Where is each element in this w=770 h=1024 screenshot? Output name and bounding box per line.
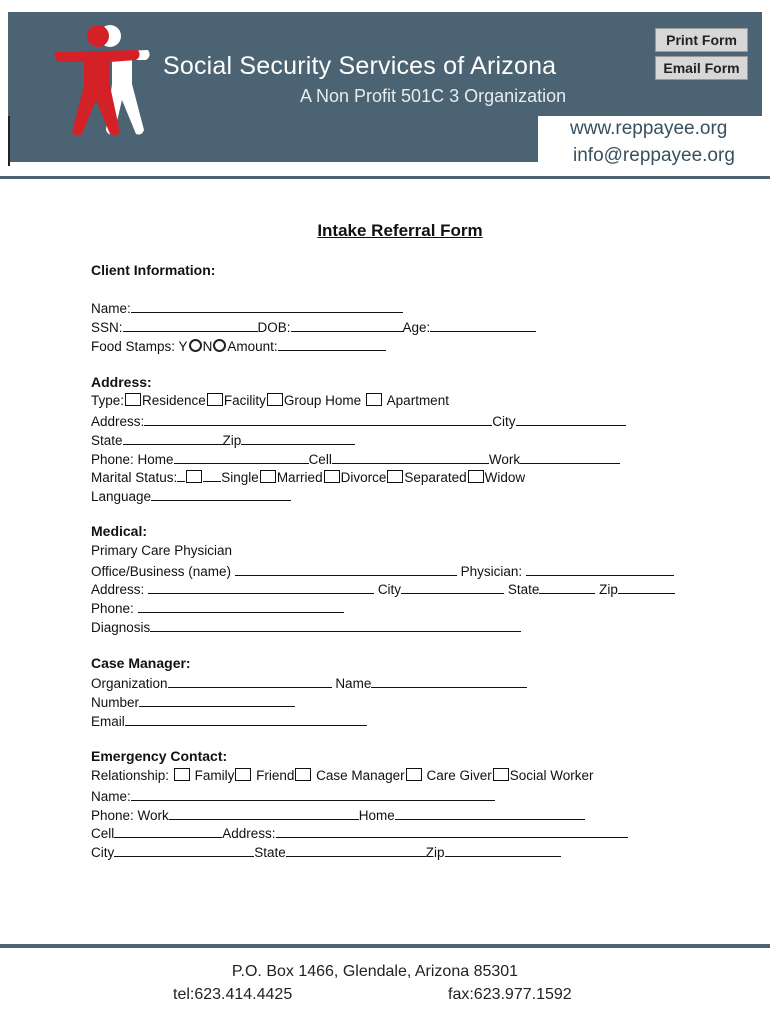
facility-label: Facility xyxy=(223,393,266,408)
ec-home-field[interactable] xyxy=(395,805,585,820)
medical-state-label: State xyxy=(507,582,540,597)
ec-name-field[interactable] xyxy=(131,786,495,801)
cell-field[interactable] xyxy=(332,449,489,464)
cm-org-row xyxy=(91,673,527,693)
medical-address-row xyxy=(91,579,675,599)
ec-state-label: State xyxy=(254,845,286,860)
ec-cell-field[interactable] xyxy=(114,823,222,838)
case-manager-heading: Case Manager: xyxy=(91,655,191,671)
friend-checkbox[interactable] xyxy=(235,768,251,781)
website-link[interactable]: www.reppayee.org xyxy=(570,118,728,139)
medical-address-field[interactable] xyxy=(148,579,374,594)
age-field[interactable] xyxy=(430,317,536,332)
cm-name-label: Name xyxy=(335,676,372,691)
zip-label: Zip xyxy=(222,433,242,448)
cm-email-label: Email xyxy=(91,714,125,729)
pcp-row xyxy=(91,542,232,560)
residence-label: Residence xyxy=(142,393,206,408)
footer-fax: fax:623.977.1592 xyxy=(448,986,572,1003)
married-label: Married xyxy=(276,470,323,485)
case-manager-checkbox[interactable] xyxy=(295,768,311,781)
address-type-row xyxy=(91,392,449,410)
email-form-button[interactable]: Email Form xyxy=(655,56,748,80)
letterhead xyxy=(0,0,770,180)
footer-rule xyxy=(0,944,770,948)
ec-address-field[interactable] xyxy=(276,823,628,838)
medical-address-label: Address: xyxy=(91,582,145,597)
client-ssn-row xyxy=(91,317,536,337)
ec-state-field[interactable] xyxy=(286,842,426,857)
cm-email-field[interactable] xyxy=(125,711,367,726)
client-name-row xyxy=(91,298,403,318)
client-name-field[interactable] xyxy=(131,298,403,313)
diagnosis-row xyxy=(91,617,521,637)
phone-row xyxy=(91,449,620,469)
medical-phone-label: Phone: xyxy=(91,601,134,616)
food-stamps-row xyxy=(91,336,386,356)
ec-zip-field[interactable] xyxy=(445,842,561,857)
cm-organization-label: Organization xyxy=(91,676,168,691)
state-field[interactable] xyxy=(123,430,223,445)
ec-cell-label: Cell xyxy=(91,826,115,841)
single-checkbox[interactable] xyxy=(186,470,202,483)
ec-city-label: City xyxy=(91,845,115,860)
dob-label: DOB: xyxy=(257,320,291,335)
language-label: Language xyxy=(91,489,152,504)
friend-label: Friend xyxy=(256,768,295,783)
marital-status-label: Marital Status: xyxy=(91,470,178,485)
cm-number-field[interactable] xyxy=(139,692,295,707)
cm-number-row xyxy=(91,692,295,712)
medical-heading: Medical: xyxy=(91,523,148,539)
cm-organization-field[interactable] xyxy=(168,673,332,688)
pcp-label: Primary Care Physician xyxy=(91,543,233,558)
group-home-label: Group Home xyxy=(283,393,362,408)
care-giver-label: Care Giver xyxy=(426,768,492,783)
cm-email-row xyxy=(91,711,367,731)
header-edge xyxy=(8,116,10,166)
footer-address: P.O. Box 1466, Glendale, Arizona 85301 xyxy=(231,963,519,980)
language-field[interactable] xyxy=(151,486,291,501)
address-heading: Address: xyxy=(91,374,152,390)
work-field[interactable] xyxy=(520,449,620,464)
medical-city-field[interactable] xyxy=(401,579,504,594)
apartment-label: Apartment xyxy=(386,393,449,408)
family-checkbox[interactable] xyxy=(174,768,190,781)
widow-label: Widow xyxy=(484,470,526,485)
ec-phone-row xyxy=(91,805,585,825)
cm-name-field[interactable] xyxy=(371,673,527,688)
diagnosis-label: Diagnosis xyxy=(91,620,151,635)
phone-home-field[interactable] xyxy=(174,449,309,464)
address-field[interactable] xyxy=(144,411,492,426)
ec-home-label: Home xyxy=(358,808,395,823)
footer-telephone: tel:623.414.4425 xyxy=(173,986,293,1003)
single-gap xyxy=(203,467,221,482)
ec-address-label: Address: xyxy=(222,826,276,841)
amount-label: Amount: xyxy=(227,339,278,354)
food-stamps-no-label: N xyxy=(202,339,213,354)
work-label: Work xyxy=(488,452,521,467)
print-form-button[interactable]: Print Form xyxy=(655,28,748,52)
medical-zip-label: Zip xyxy=(599,582,618,597)
case-manager-label: Case Manager xyxy=(316,768,405,783)
org-name: Social Security Services of Arizona xyxy=(163,52,557,80)
physician-label: Physician: xyxy=(460,564,523,579)
diagnosis-field[interactable] xyxy=(150,617,521,632)
phone-home-label: Phone: Home xyxy=(91,452,174,467)
age-label: Age: xyxy=(402,320,431,335)
separated-checkbox[interactable] xyxy=(387,470,403,483)
amount-field[interactable] xyxy=(278,336,386,351)
social-worker-label: Social Worker xyxy=(509,768,594,783)
relationship-label: Relationship: xyxy=(91,768,170,783)
married-checkbox[interactable] xyxy=(260,470,276,483)
emergency-heading: Emergency Contact: xyxy=(91,748,228,764)
food-stamps-label: Food Stamps: Y xyxy=(91,339,188,354)
ec-city-field[interactable] xyxy=(114,842,254,857)
ec-name-label: Name: xyxy=(91,789,131,804)
ssn-field[interactable] xyxy=(123,317,258,332)
state-label: State xyxy=(91,433,123,448)
ec-name-row xyxy=(91,786,495,806)
client-name-label: Name: xyxy=(91,301,131,316)
dob-field[interactable] xyxy=(291,317,403,332)
relationship-row xyxy=(91,767,594,785)
type-label: Type: xyxy=(91,393,125,408)
person-logo-icon xyxy=(52,22,152,140)
zip-field[interactable] xyxy=(241,430,355,445)
medical-zip-field[interactable] xyxy=(618,579,675,594)
marital-gap xyxy=(177,467,185,482)
family-label: Family xyxy=(194,768,235,783)
marital-status-row xyxy=(91,467,525,487)
address-label: Address: xyxy=(91,414,145,429)
residence-checkbox[interactable] xyxy=(125,393,141,406)
office-row xyxy=(91,561,674,581)
ec-phone-work-field[interactable] xyxy=(169,805,359,820)
group-home-checkbox[interactable] xyxy=(267,393,283,406)
ec-cell-row xyxy=(91,823,628,843)
state-zip-row xyxy=(91,430,355,450)
food-stamps-no-radio[interactable] xyxy=(213,339,226,352)
widow-checkbox[interactable] xyxy=(468,470,484,483)
medical-city-label: City xyxy=(377,582,402,597)
divorce-checkbox[interactable] xyxy=(324,470,340,483)
ec-phone-work-label: Phone: Work xyxy=(91,808,169,823)
medical-phone-field[interactable] xyxy=(138,598,344,613)
food-stamps-yes-radio[interactable] xyxy=(189,339,202,352)
ec-city-row xyxy=(91,842,561,862)
cm-number-label: Number xyxy=(91,695,140,710)
separated-label: Separated xyxy=(404,470,467,485)
medical-state-field[interactable] xyxy=(539,579,595,594)
single-label: Single xyxy=(221,470,259,485)
org-subtitle: A Non Profit 501C 3 Organization xyxy=(300,86,567,106)
medical-phone-row xyxy=(91,598,344,618)
physician-field[interactable] xyxy=(526,561,674,576)
ssn-label: SSN: xyxy=(91,320,123,335)
divorce-label: Divorce xyxy=(340,470,387,485)
address-line-row xyxy=(91,411,626,431)
office-field[interactable] xyxy=(235,561,457,576)
city-field[interactable] xyxy=(516,411,626,426)
header-rule xyxy=(0,176,770,179)
ec-zip-label: Zip xyxy=(425,845,445,860)
office-label: Office/Business (name) xyxy=(91,564,232,579)
form-title: Intake Referral Form xyxy=(317,221,483,240)
language-row xyxy=(91,486,291,506)
email-link[interactable]: info@reppayee.org xyxy=(573,145,735,166)
social-worker-checkbox[interactable] xyxy=(493,768,509,781)
apartment-checkbox[interactable] xyxy=(366,393,382,406)
facility-checkbox[interactable] xyxy=(207,393,223,406)
care-giver-checkbox[interactable] xyxy=(406,768,422,781)
city-label: City xyxy=(492,414,516,429)
client-info-heading: Client Information: xyxy=(91,262,216,278)
cell-label: Cell xyxy=(308,452,332,467)
